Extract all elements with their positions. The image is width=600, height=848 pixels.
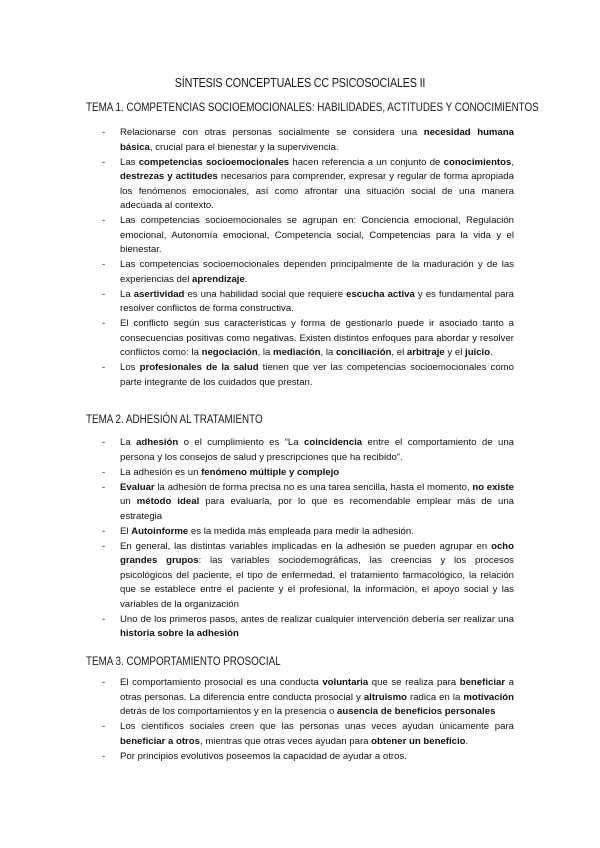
text-run: : las variables sociodemográficas, las creencias y los procesos psicológicos del paciente, el tipo de enfermedad, el tratamiento farmacológico, la relación que se establece entre el paciente y el profesional, la información, el apoyo social y las variables de la organización [120,555,514,610]
text-run: Las competencias socioemocionales se agrupan en: Conciencia emocional, Regulación emocional, Autonomía emocional, Competencia social, Competencias para la vida y el bienestar. [120,215,514,255]
bold-text: no existe [472,481,514,493]
bold-text: obtener un beneficio [371,735,466,747]
text-run: detrás de los comportamientos y en la presencia o [120,706,338,717]
text-run: . [465,735,469,747]
bold-text: profesionales de la salud [139,362,259,373]
bold-text: Evaluar [120,481,155,493]
text-run: El conflicto según sus características y forma de gestionarlo puede ir asociado tanto a consecuencias positivas como negativas. Existen distintos enfoques para abordar y resolver conflictos como: la [120,318,514,358]
text-run: necesarios para comprender, expresar y regular de forma apropiada los fenómenos emocionales, así como afrontar una situación social de una manera adecuada al contexto. [120,171,514,211]
text-run: Las competencias socioemocionales dependen principalmente de la maduración y de las experiencias del [120,259,514,285]
text-run: entre el comportamiento de una persona y los consejos de salud y prescripciones que ha recibido”. [120,437,514,463]
text-run: En general, las distintas variables implicadas en la adhesión se pueden agrupar en [120,540,492,552]
text-run: tienen que ver las competencias socioemocionales como parte integrante de los cuidados que prestan. [120,362,514,388]
section-heading-tema-1: TEMA 1. COMPETENCIAS SOCIOEMOCIONALES: HABILIDADES, ACTITUDES Y CONOCIMIENTOS [86,100,539,114]
bold-text: beneficiar a otros [120,735,200,747]
text-run: El [120,525,132,537]
section-list-tema-3 [0,676,600,765]
section-list-tema-2 [0,436,600,642]
bold-text: competencias socioemocionales [138,156,290,168]
bold-text: coincidencia [304,437,363,448]
bullet-item [0,676,600,720]
text-run: o el cumplimiento es “La [178,437,305,448]
text-run: La adhesión es un [120,466,202,478]
bullet-item [0,613,600,642]
bold-text: arbitraje [406,347,445,358]
bold-text: conciliación [335,347,392,358]
bold-text: conocimientos [443,156,512,168]
bullet-item [0,436,600,465]
bullet-item [0,481,600,525]
bullet-item [0,361,600,390]
text-run: hacen referencia a un conjunto de [289,156,444,168]
bullet-item [0,214,600,258]
text-run: , [511,156,514,168]
bullet-item [0,258,600,287]
bold-text: asertividad [133,288,185,300]
bold-text: historia sobre la adhesión [120,628,239,639]
text-run: que se realiza para [368,677,460,688]
bold-text: escucha activa [346,288,415,300]
bold-text: fenómeno múltiple y complejo [201,466,340,478]
text-run: la adhesión de forma precisa no es una tarea sencilla, hasta el momento, [154,481,473,493]
bullet-item [0,126,600,155]
bullet-item [0,750,600,765]
text-run: La [120,288,134,300]
text-run: para evaluarla, por lo que es recomendable emplear más de una estrategia [120,496,515,522]
bold-text: destrezas y actitudes [120,171,218,182]
text-run: a otras personas. La diferencia entre conducta prosocial y [120,677,514,703]
text-run: Relacionarse con otras personas socialmente se considera una [120,127,424,138]
text-run: y el [444,347,466,358]
section-heading-tema-2: TEMA 2. ADHESIÓN AL TRATAMIENTO [86,412,263,426]
bullet-item [0,525,600,540]
bold-text: ocho grandes grupos [120,540,514,566]
bold-text: negociación [201,347,258,358]
bold-text: necesidad humana básica [120,127,514,153]
text-run: , mientras que otras veces ayudan para [199,735,372,747]
text-run: Los [120,362,140,373]
text-run: radica en la [407,691,464,703]
bold-text: voluntaria [322,677,369,688]
bullet-item [0,720,600,749]
section-list-tema-1 [0,126,600,391]
document-title: SÍNTESIS CONCEPTUALES CC PSICOSOCIALES II [174,76,426,90]
text-run: Por principios evolutivos poseemos la capacidad de ayudar a otros. [120,750,407,762]
bullet-item [0,288,600,317]
bold-text: beneficiar [459,677,506,688]
bold-text: adhesión [136,437,179,448]
bullet-item [0,540,600,613]
bold-text: ausencia de beneficios personales [337,706,496,717]
section-heading-tema-3: TEMA 3. COMPORTAMIENTO PROSOCIAL [86,654,281,668]
bold-text: mediación [273,347,321,358]
bullet-item [0,466,600,481]
bold-text: método ideal [136,496,200,507]
text-run: , la [320,347,336,358]
text-run: Las [120,156,139,168]
text-run: , el [391,347,407,358]
text-run: . [490,347,493,358]
text-run: Los científicos sociales creen que las personas unas veces ayudan únicamente para [120,721,514,732]
text-run: es la medida más empleada para medir la adhesión. [188,525,414,537]
text-run: . [244,273,248,285]
bullet-item [0,156,600,214]
bullet-item [0,317,600,361]
text-run: , crucial para el bienestar y la supervivencia. [149,141,339,153]
text-run: es una habilidad social que requiere [184,288,347,300]
text-run: un [120,496,137,507]
bold-text: juicio [465,347,491,358]
text-run: El comportamiento prosocial es una conducta [120,677,323,688]
bold-text: motivación [463,691,514,703]
text-run: y es fundamental para resolver conflictos de forma constructiva. [120,288,514,314]
text-run: La [120,437,137,448]
bold-text: Autoinforme [131,525,189,537]
bold-text: altruismo [363,691,408,703]
text-run: Uno de los primeros pasos, antes de realizar cualquier intervención debería ser realizar una [120,613,514,625]
bold-text: aprendizaje [192,273,245,285]
text-run: , la [257,347,274,358]
